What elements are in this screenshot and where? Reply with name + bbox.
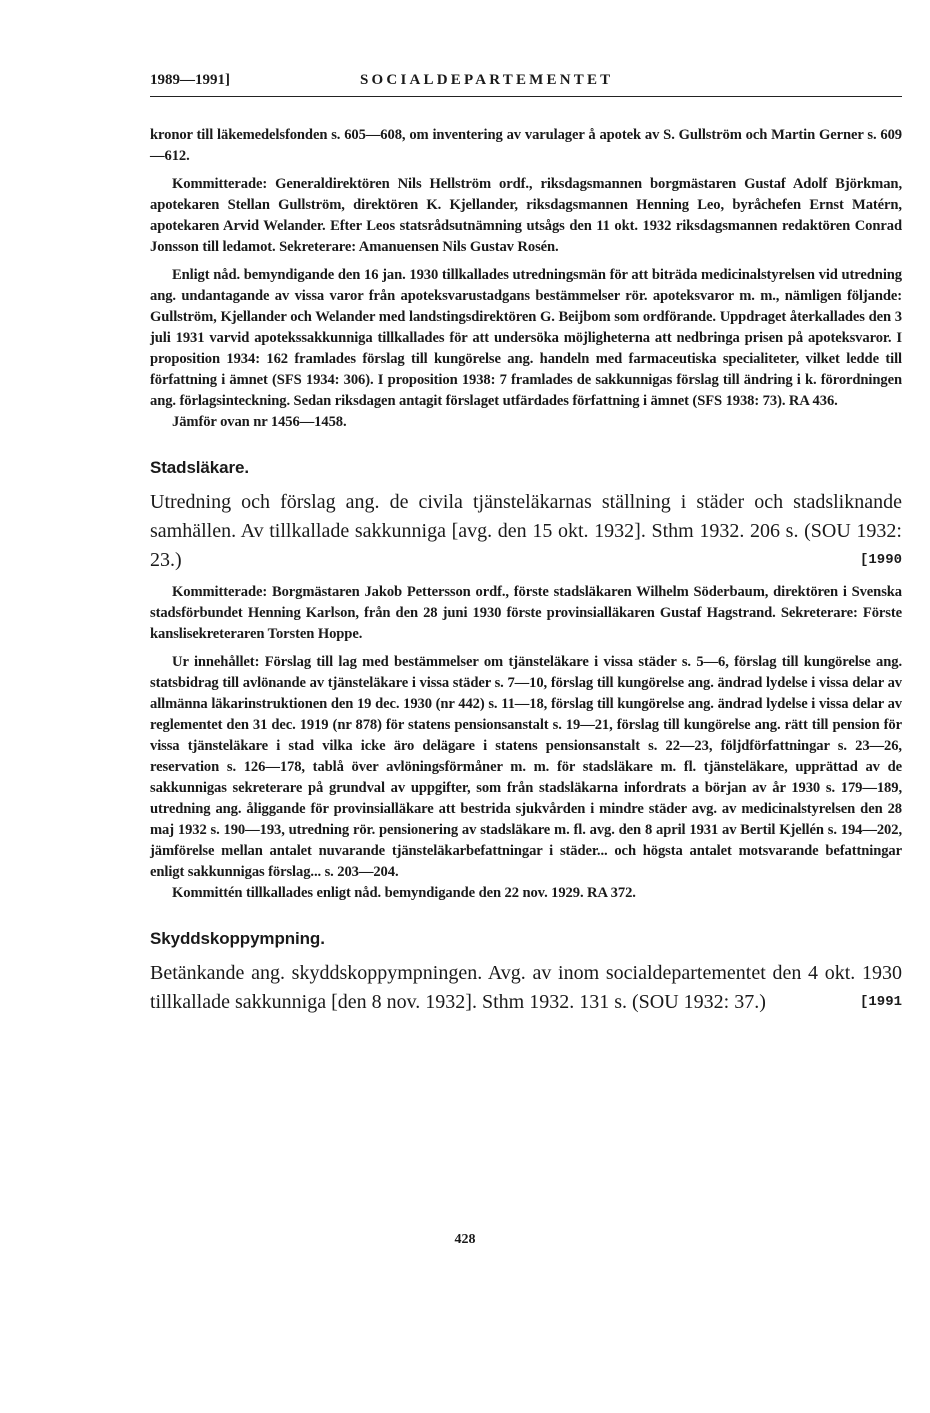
paragraph-cross-reference: Jämför ovan nr 1456—1458. <box>172 414 347 430</box>
entry-number: [1991 <box>859 994 902 1010</box>
entry-title-1991 <box>150 959 902 1017</box>
paragraph-continuation: kronor till läkemedelsfonden s. 605—608, om inventering av varulager å apotek av S. Gullström och Martin Gerner s. 609—612. <box>150 127 902 164</box>
paragraph-commission-history: Enligt nåd. bemyndigande den 16 jan. 1930 tillkallades utredningsmän för att biträda medicinalstyrelsen vid utredning ang. undantagande av vissa varor från apoteksvarustadgans bestämmelser rör. apoteksvaror m. m., nämligen följande: Gullström, Kjellander och Welander med landstingsdirektören G. Beijbom som ordförande. Uppdraget återkallades den 3 juli 1931 varvid apotekssakkunniga tillkallades för att undersöka möjligheterna att nedbringa prisen på apoteksvaror. I proposition 1934: 162 framlades förslag till kungörelse ang. handeln med farmaceutiska specialiteter, vilket ledde till författning i ämnet (SFS 1934: 306). I proposition 1938: 7 framlades de sakkunnigas förslag till ändring i k. förordningen ang. förlagsinteckning. Sedan riksdagen antagit förslaget utfärdades författning i ämnet (SFS 1938: 73). RA 436. <box>150 267 902 409</box>
section-heading-skyddskoppympning: Skyddskoppympning. <box>150 929 325 948</box>
entry-number: [1990 <box>859 552 902 568</box>
paragraph-committee-1990: Kommitterade: Borgmästaren Jakob Pettersson ordf., förste stadsläkaren Wilhelm Söderbaum, direktören i Svenska stadsförbundet Henning Karlson, från den 28 juni 1930 förste provinsialläkaren Gustaf Hagstrand. Sekreterare: Förste kanslisekreteraren Torsten Hoppe. <box>150 584 902 642</box>
header-number-range: 1989—1991] <box>150 72 230 88</box>
paragraph-appointment-1990: Kommittén tillkallades enligt nåd. bemyndigande den 22 nov. 1929. RA 372. <box>172 885 636 901</box>
page-number: 428 <box>454 1232 476 1247</box>
entry-title-1990 <box>150 488 902 575</box>
page-body <box>150 125 902 1017</box>
header-department: SOCIALDEPARTEMENTET <box>360 72 614 88</box>
paragraph-committee-members: Kommitterade: Generaldirektören Nils Hellström ordf., riksdagsmannen borgmästaren Gustaf Adolf Björkman, apotekaren Stellan Gullström, direktören K. Kjellander, riksdagsmannen Henning Leo, byråchefen Ernst Matérn, apotekaren Arvid Welander. Efter Leos statsrådsutnämning utsågs den 11 okt. 1932 riksdagsmannen redaktören Conrad Jonsson till ledamot. Sekreterare: Amanuensen Nils Gustav Rosén. <box>150 176 902 255</box>
entry-title-text: Utredning och förslag ang. de civila tjänsteläkarnas ställning i städer och stadsliknande samhällen. Av tillkallade sakkunniga [avg. den 15 okt. 1932]. Sthm 1932. 206 s. (SOU 1932: 23.) <box>150 491 902 571</box>
section-heading-stadslakare: Stadsläkare. <box>150 458 249 477</box>
entry-title-text: Betänkande ang. skyddskoppympningen. Avg. av inom socialdepartementet den 4 okt. 1930 tillkallade sakkunniga [den 8 nov. 1932]. Sthm 1932. 131 s. (SOU 1932: 37.) <box>150 962 902 1013</box>
paragraph-contents-1990: Ur innehållet: Förslag till lag med bestämmelser om tjänsteläkare i vissa städer s. 5—6, förslag till kungörelse ang. statsbidrag till avlönande av tjänsteläkare i vissa städer s. 7—10, förslag till kungörelse ang. ändrad lydelse i vissa delar av allmänna läkarinstruktionen den 19 dec. 1930 (nr 442) s. 11—18, förslag till kungörelse ang. ändrad lydelse i vissa delar av reglementet den 31 dec. 1919 (nr 878) för statens pensionsanstalt s. 19—21, förslag till kungörelse ang. rätt till pension för vissa tjänsteläkare i stad vilka icke äro delägare i statens pensionsanstalt s. 22—23, följdförfattningar s. 23—26, reservation s. 126—178, tablå över avlöningsförmåner m. m. för stadsläkare m. fl. tjänsteläkare, upprättad av de sakkunnigas sekreterare på grundval av uppgifter, som från stadsläkarna infordrats a början av år 1930 s. 179—189, utredning ang. åliggande för provinsialläkare att bestrida sjukvården i mindre städer avg. av medicinalstyrelsen den 28 maj 1932 s. 190—193, utredning rör. pensionering av stadsläkare m. fl. avg. den 8 april 1931 av Bertil Kjellén s. 194—202, jämförelse mellan antalet nuvarande tjänsteläkarbefattningar i städer... och högsta antalet motsvarande befattningar enligt sakkunnigas förslag... s. 203—204. <box>150 654 902 880</box>
running-header <box>150 66 902 97</box>
